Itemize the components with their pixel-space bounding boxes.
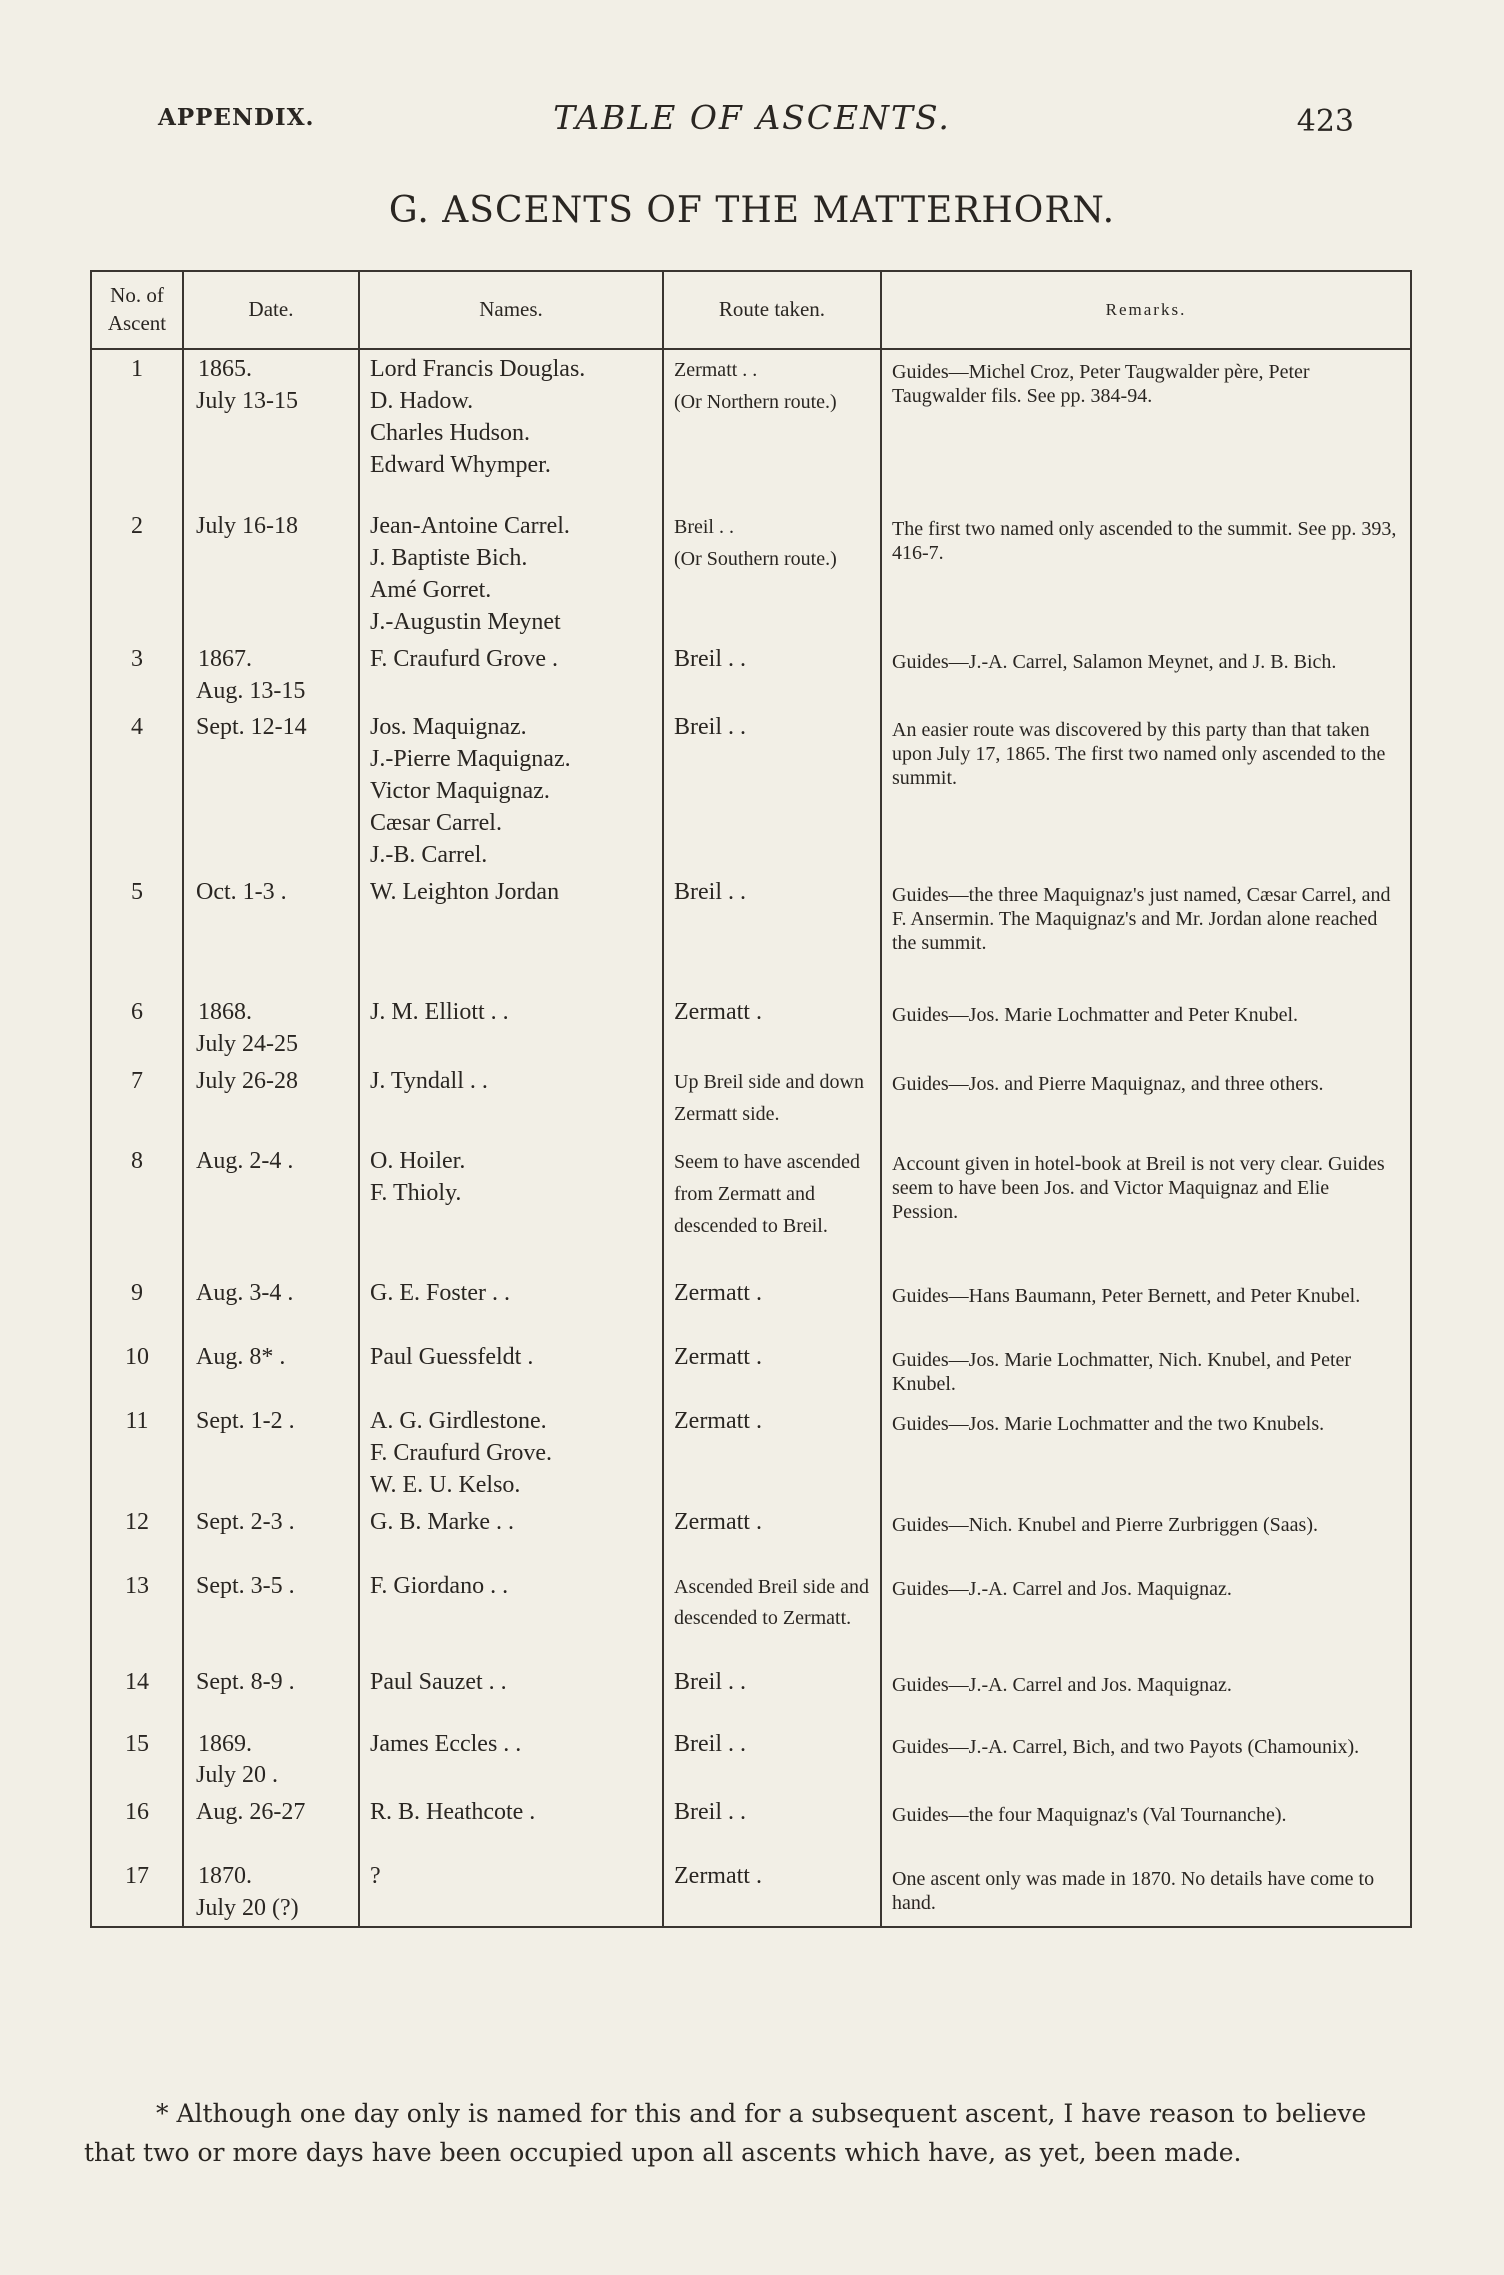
table-row [91,640,1411,709]
climber-names: W. Leighton Jordan [370,878,560,905]
date-cell [183,1503,359,1567]
names-cell [359,507,663,640]
route-taken: Breil . . (Or Southern route.) [674,516,837,570]
table-row [91,1402,1411,1503]
ascent-number-cell [91,708,183,873]
remarks-cell [881,1857,1411,1927]
names-cell [359,349,663,507]
remarks-cell [881,349,1411,507]
remarks-text: Guides—J.-A. Carrel and Jos. Maquignaz. [892,1673,1232,1696]
route-cell [663,1857,881,1927]
route-taken: Breil . . [674,1668,746,1695]
ascent-number: 5 [131,878,143,905]
date-value: Sept. 8-9 . [196,1668,295,1695]
remarks-text: Account given in hotel-book at Breil is not very clear. Guides seem to have been Jos. and Victor Maquignaz and Elie Pession. [892,1152,1385,1223]
ascent-number: 14 [125,1668,149,1695]
ascent-number: 13 [125,1572,149,1599]
date-value: Sept. 1-2 . [196,1407,295,1434]
date-cell [183,1274,359,1338]
ascent-number-cell [91,1062,183,1142]
year-label: 1868. [198,998,252,1025]
date-cell [183,1142,359,1274]
ascent-number-cell [91,1567,183,1663]
col-header-names: Names. [359,271,663,349]
names-cell [359,993,663,1062]
date-value: July 24-25 [196,1030,298,1057]
climber-names: Paul Guessfeldt . [370,1343,534,1370]
table-row [91,349,1411,507]
remarks-text: The first two named only ascended to the summit. See pp. 393, 416-7. [892,518,1397,564]
route-taken: Breil . . [674,714,746,741]
date-value: Aug. 26-27 [196,1799,306,1826]
route-taken: Zermatt . [674,1407,762,1434]
ascent-number: 17 [125,1863,149,1890]
ascent-number: 6 [131,998,143,1025]
year-label: 1869. [198,1730,252,1757]
route-taken: Zermatt . [674,998,762,1025]
route-cell [663,1338,881,1402]
route-taken: Zermatt . . (Or Northern route.) [674,359,837,413]
table-row [91,1338,1411,1402]
ascent-number: 11 [125,1407,149,1434]
climber-names: J. Tyndall . . [370,1067,488,1094]
date-value: Aug. 2-4 . [196,1147,294,1174]
remarks-cell [881,708,1411,873]
remarks-text: Guides—J.-A. Carrel, Bich, and two Payots (Chamounix). [892,1735,1360,1758]
names-cell [359,1338,663,1402]
names-cell [359,1503,663,1567]
ascent-number-cell [91,993,183,1062]
climber-names: F. Giordano . . [370,1572,509,1599]
route-cell [663,1402,881,1503]
ascent-number-cell [91,1338,183,1402]
route-cell [663,349,881,507]
col-header-route: Route taken. [663,271,881,349]
remarks-cell [881,1338,1411,1402]
ascent-number-cell [91,640,183,709]
ascent-number: 7 [131,1067,143,1094]
date-cell [183,1402,359,1503]
date-cell [183,507,359,640]
route-taken: Breil . . [674,1799,746,1826]
ascent-number-cell [91,507,183,640]
table-row [91,873,1411,993]
remarks-cell [881,1503,1411,1567]
date-value: July 20 . [196,1762,279,1789]
ascent-number-cell [91,1857,183,1927]
route-cell [663,873,881,993]
route-taken: Ascended Breil side and descended to Zermatt. [674,1575,869,1630]
date-value: July 16-18 [196,513,298,539]
route-taken: Zermatt . [674,1343,762,1370]
names-cell [359,708,663,873]
remarks-cell [881,1793,1411,1857]
col-header-no: No. of Ascent [91,271,183,349]
table-row [91,507,1411,640]
page-number: 423 [1296,104,1354,139]
remarks-text: Guides—Nich. Knubel and Pierre Zurbriggen (Saas). [892,1513,1318,1536]
date-value: Sept. 2-3 . [196,1508,295,1535]
table-body [91,349,1411,1927]
climber-names: F. Craufurd Grove . [370,645,559,672]
route-cell [663,1663,881,1725]
remarks-text: Guides—the three Maquignaz's just named, Cæsar Carrel, and F. Ansermin. The Maquignaz's and Mr. Jordan alone reached the summit. [892,883,1391,954]
route-cell [663,1274,881,1338]
remarks-cell [881,1142,1411,1274]
ascent-number-cell [91,873,183,993]
names-cell [359,640,663,709]
remarks-text: Guides—Hans Baumann, Peter Bernett, and Peter Knubel. [892,1284,1361,1307]
table-row [91,1567,1411,1663]
route-taken: Zermatt . [674,1279,762,1306]
date-value: Aug. 8* . [196,1343,286,1370]
names-cell [359,1663,663,1725]
ascent-number: 1 [131,356,143,382]
remarks-text: Guides—Michel Croz, Peter Taugwalder père, Peter Taugwalder fils. See pp. 384-94. [892,361,1310,407]
ascent-number: 8 [131,1147,143,1174]
names-cell [359,1402,663,1503]
table-row [91,1857,1411,1927]
route-cell [663,507,881,640]
remarks-cell [881,640,1411,709]
ascent-number-cell [91,349,183,507]
names-cell [359,1857,663,1927]
date-cell [183,1663,359,1725]
climber-names: Jos. Maquignaz. J.-Pierre Maquignaz. Victor Maquignaz. Cæsar Carrel. J.-B. Carrel. [370,714,571,869]
names-cell [359,1567,663,1663]
climber-names: A. G. Girdlestone. F. Craufurd Grove. W. E. U. Kelso. [370,1407,553,1498]
route-cell [663,993,881,1062]
remarks-text: Guides—J.-A. Carrel and Jos. Maquignaz. [892,1577,1232,1600]
climber-names: R. B. Heathcote . [370,1799,536,1826]
year-label: 1865. [198,356,252,382]
ascent-number-cell [91,1274,183,1338]
footnote: * Although one day only is named for this and for a subsequent ascent, I have reason to believe that two or more days have been occupied upon all ascents which have, as yet, been made. [84,2099,1367,2167]
route-cell [663,1062,881,1142]
remarks-cell [881,1062,1411,1142]
date-value: Sept. 12-14 [196,714,307,741]
climber-names: J. M. Elliott . . [370,998,509,1025]
remarks-text: Guides—J.-A. Carrel, Salamon Meynet, and J. B. Bich. [892,650,1337,673]
date-value: Sept. 3-5 . [196,1572,295,1599]
ascent-number: 10 [125,1343,149,1370]
ascent-number-cell [91,1725,183,1794]
date-cell [183,993,359,1062]
ascent-number: 2 [131,513,143,539]
route-taken: Breil . . [674,878,746,905]
date-cell [183,1062,359,1142]
ascent-number-cell [91,1663,183,1725]
col-header-date: Date. [183,271,359,349]
date-value: July 26-28 [196,1067,298,1094]
ascent-number: 16 [125,1799,149,1826]
running-header [0,98,1504,148]
date-value: July 13-15 [196,387,298,414]
ascent-number: 9 [131,1279,143,1306]
names-cell [359,1274,663,1338]
names-cell [359,1142,663,1274]
route-cell [663,1567,881,1663]
ascent-number: 3 [131,645,143,672]
date-cell [183,873,359,993]
ascent-number: 15 [125,1730,149,1757]
route-cell [663,708,881,873]
names-cell [359,1793,663,1857]
date-cell [183,1793,359,1857]
ascents-table [90,270,1412,1928]
remarks-text: Guides—Jos. Marie Lochmatter and the two Knubels. [892,1412,1325,1435]
route-taken: Breil . . [674,1730,746,1757]
names-cell [359,873,663,993]
route-cell [663,1793,881,1857]
remarks-text: Guides—Jos. Marie Lochmatter and Peter Knubel. [892,1003,1299,1026]
remarks-cell [881,1402,1411,1503]
route-cell [663,1503,881,1567]
table-row [91,1062,1411,1142]
remarks-text: Guides—Jos. Marie Lochmatter, Nich. Knubel, and Peter Knubel. [892,1348,1352,1395]
remarks-text: An easier route was discovered by this party than that taken upon July 17, 1865. The first two named only ascended to the summit. [892,719,1386,790]
route-taken: Breil . . [674,645,746,672]
remarks-cell [881,507,1411,640]
date-value: Aug. 13-15 [196,677,306,704]
date-cell [183,1338,359,1402]
table-row [91,1793,1411,1857]
route-taken: Zermatt . [674,1508,762,1535]
ascent-number: 4 [131,714,143,741]
year-label: 1867. [198,645,252,672]
route-taken: Zermatt . [674,1863,762,1890]
climber-names: James Eccles . . [370,1730,522,1757]
remarks-text: Guides—Jos. and Pierre Maquignaz, and three others. [892,1072,1324,1095]
climber-names: Lord Francis Douglas. D. Hadow. Charles Hudson. Edward Whymper. [370,356,586,478]
date-cell [183,1857,359,1927]
date-cell [183,349,359,507]
route-taken: Up Breil side and down Zermatt side. [674,1070,864,1125]
remarks-cell [881,993,1411,1062]
date-cell [183,640,359,709]
ascent-number-cell [91,1503,183,1567]
remarks-cell [881,1663,1411,1725]
table-row [91,1725,1411,1794]
ascent-number-cell [91,1142,183,1274]
names-cell [359,1062,663,1142]
names-cell [359,1725,663,1794]
remarks-cell [881,1567,1411,1663]
remarks-text: One ascent only was made in 1870. No details have come to hand. [892,1868,1375,1915]
climber-names: Paul Sauzet . . [370,1668,507,1695]
route-cell [663,640,881,709]
col-header-remarks: Remarks. [881,271,1411,349]
remarks-cell [881,873,1411,993]
climber-names: ? [370,1863,381,1890]
ascent-number-cell [91,1793,183,1857]
date-value: Oct. 1-3 . [196,878,287,905]
table-header-row [91,271,1411,349]
climber-names: O. Hoiler. F. Thioly. [370,1147,466,1206]
table-row [91,1663,1411,1725]
date-value: July 20 (?) [196,1895,299,1922]
route-cell [663,1142,881,1274]
route-taken: Seem to have ascended from Zermatt and descended to Breil. [674,1150,861,1237]
date-cell [183,708,359,873]
remarks-text: Guides—the four Maquignaz's (Val Tournanche). [892,1804,1287,1827]
header-left: APPENDIX. [158,104,315,131]
table-row [91,993,1411,1062]
table-row [91,1142,1411,1274]
section-title: G. ASCENTS OF THE MATTERHORN. [388,190,1116,231]
ascent-number-cell [91,1402,183,1503]
remarks-cell [881,1725,1411,1794]
ascent-number: 12 [125,1508,149,1535]
date-cell [183,1567,359,1663]
table-row [91,1274,1411,1338]
table-row [91,1503,1411,1567]
climber-names: G. E. Foster . . [370,1279,510,1306]
date-value: Aug. 3-4 . [196,1279,294,1306]
route-cell [663,1725,881,1794]
remarks-cell [881,1274,1411,1338]
date-cell [183,1725,359,1794]
year-label: 1870. [198,1863,252,1890]
table-row [91,708,1411,873]
climber-names: G. B. Marke . . [370,1508,514,1535]
header-title: TABLE OF ASCENTS. [553,98,951,137]
climber-names: Jean-Antoine Carrel. J. Baptiste Bich. Amé Gorret. J.-Augustin Meynet [370,513,570,635]
